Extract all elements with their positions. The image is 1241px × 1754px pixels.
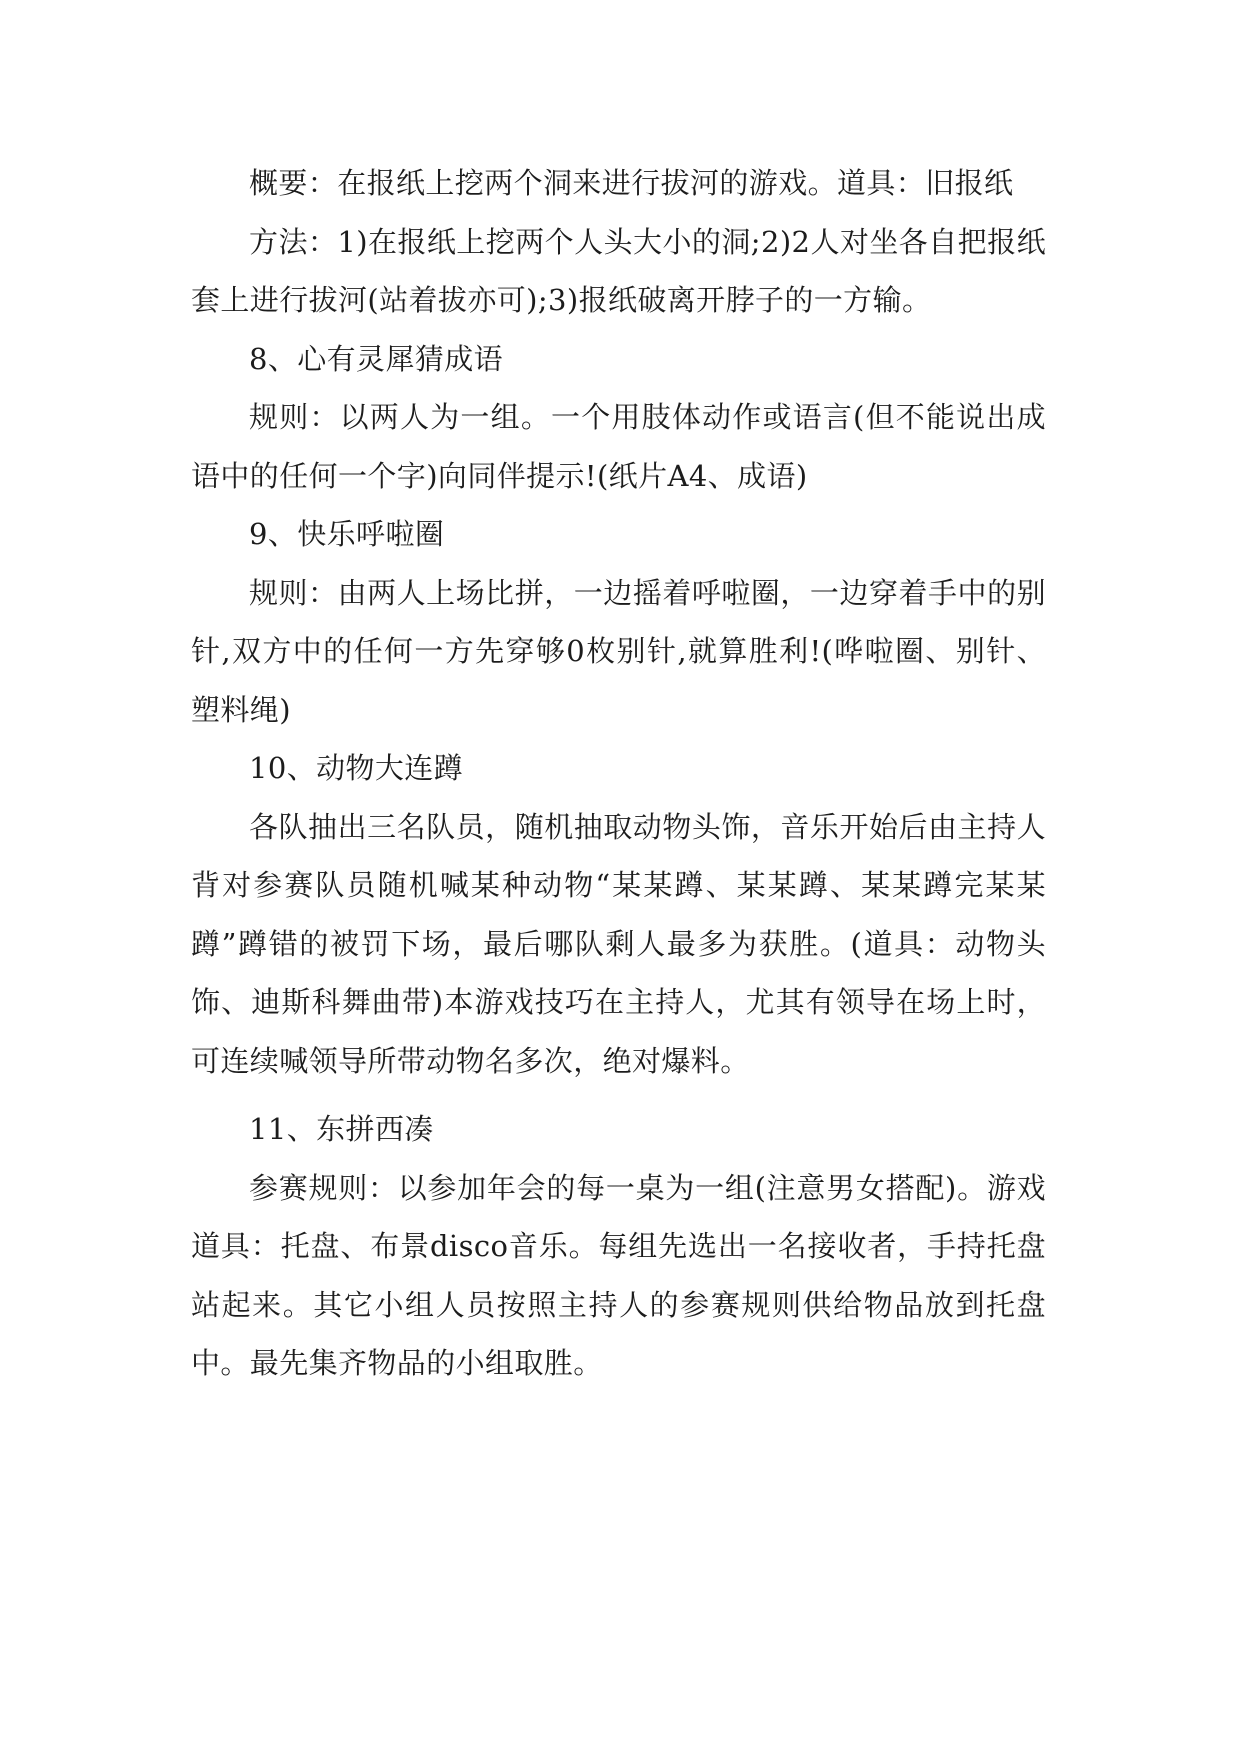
section-heading-11: 11、东拼西凑: [249, 1112, 434, 1146]
section-heading-9: 9、快乐呼啦圈: [249, 517, 445, 551]
section-heading-10: 10、动物大连蹲: [249, 751, 464, 785]
document-body: [191, 154, 1046, 1393]
paragraph-method: 方法：1)在报纸上挖两个人头大小的洞;2)2人对坐各自把报纸套上进行拔河(站着拔亦可);3)报纸破离开脖子的一方输。: [191, 224, 1046, 317]
paragraph-rule-11: 参赛规则：以参加年会的每一桌为一组(注意男女搭配)。游戏道具：托盘、布景disco音乐。每组先选出一名接收者，手持托盘站起来。其它小组人员按照主持人的参赛规则供给物品放到托盘中。最先集齐物品的小组取胜。: [191, 1170, 1046, 1380]
paragraph-overview: 概要：在报纸上挖两个洞来进行拔河的游戏。道具：旧报纸: [249, 166, 1014, 200]
paragraph-rule-9: 规则：由两人上场比拼，一边摇着呼啦圈，一边穿着手中的别针,双方中的任何一方先穿够0枚别针,就算胜利!(哗啦圈、别针、塑料绳): [191, 575, 1046, 727]
paragraph-rule-10: 各队抽出三名队员，随机抽取动物头饰，音乐开始后由主持人背对参赛队员随机喊某种动物“某某蹲、某某蹲、某某蹲完某某蹲”蹲错的被罚下场，最后哪队剩人最多为获胜。(道具：动物头饰、迪斯科舞曲带)本游戏技巧在主持人，尤其有领导在场上时，可连续喊领导所带动物名多次，绝对爆料。: [191, 809, 1046, 1078]
paragraph-rule-8: 规则：以两人为一组。一个用肢体动作或语言(但不能说出成语中的任何一个字)向同伴提示!(纸片A4、成语): [191, 400, 1046, 493]
section-heading-8: 8、心有灵犀猜成语: [249, 341, 504, 376]
